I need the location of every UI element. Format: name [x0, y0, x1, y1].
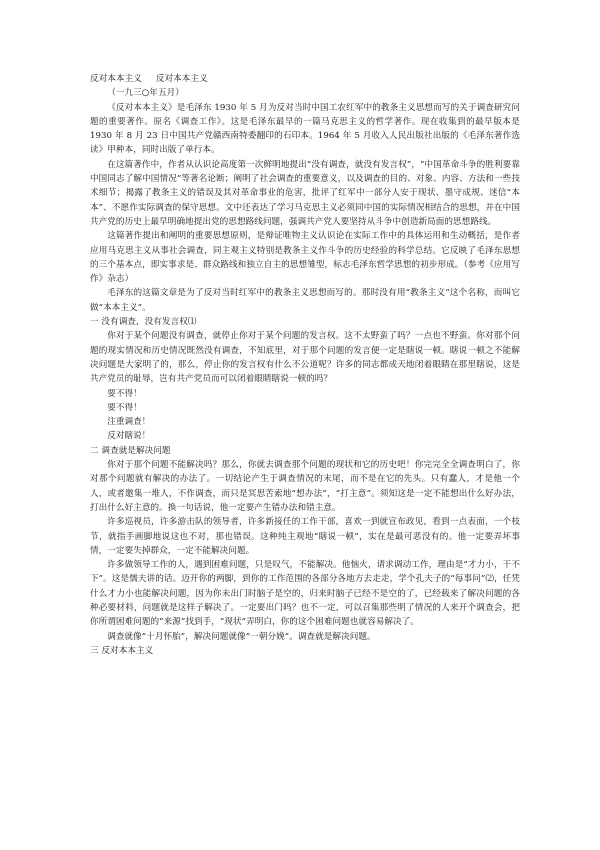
shout-2: 要不得！ [107, 402, 142, 413]
intro-paragraph-4: 毛泽东的这篇文章是为了反对当时红军中的教条主义思想而写的。那时没有用“教条主义”这个名称，而叫它做“本本主义”。 [90, 288, 520, 313]
section-2-paragraph-2: 许多巡视员，许多游击队的领导者，许多新接任的工作干部，喜欢一到就宣布政见，看到一点表面，一个枝节，就指手画脚地说这也不对，那也错误。这种纯主观地“瞎说一顿”，实在是最可恶没有的。他一定要弄坏事情，一定要失掉群众，一定不能解决问题。 [90, 517, 520, 556]
title-left: 反对本本主义 [90, 74, 142, 84]
shout-1: 要不得！ [107, 388, 142, 399]
document-title [90, 72, 520, 86]
intro-paragraph-3: 这篇著作提出和阐明的重要思想原则，是辩证唯物主义认识论在实际工作中的具体运用和生动概括，是作者应用马克思主义从事社会调查，同主观主义特别是教条主义作斗争的历史经验的科学总结。它反映了毛泽东思想的三个基本点，即实事求是、群众路线和独立自主的思想雏型，标志毛泽东哲学思想的初步形成。（参考《应用写作》杂志） [90, 231, 520, 285]
intro-paragraph-1: 《反对本本主义》是毛泽东 1930 年 5 月为反对当时中国工农红军中的教条主义思想而写的关于调查研究问题的重要著作。原名《调查工作》。这是毛泽东最早的一篇马克思主义的哲学著作。现在收集到的最早版本是 1930 年 8 月 23 日中国共产党赣西南特委翻印的石印本。1964 年 5 月收入人民出版社出版的《毛泽东著作选读》甲种本，同时出版了单行本。 [90, 102, 520, 156]
intro-paragraph-2: 在这篇著作中，作者从认识论高度第一次鲜明地提出“没有调查，就没有发言权”，“中国革命斗争的胜利要靠中国同志了解中国情况”等著名论断；阐明了社会调查的重要意义，以及调查的目的、对象、内容、方法和一些技术细节；揭露了教条主义的错误及其对革命事业的危害，批评了红军中一部分人安于现状、墨守成规、迷信“本本”、不愿作实际调查的保守思想。文中还表达了学习马克思主义必须同中国的实际情况相结合的思想，并在中国共产党的历史上最早明确地提出党的思想路线问题，强调共产党人要坚持从斗争中创造新局面的思想路线。 [90, 159, 520, 227]
section-3-heading: 三 反对本本主义 [90, 645, 154, 656]
shout-4: 反对瞎说！ [107, 431, 151, 442]
document-date: （一九三○年五月） [107, 88, 184, 99]
section-2-paragraph-1: 你对于那个问题不能解决吗？那么，你就去调查那个问题的现状和它的历史吧！你完完全全调查明白了，你对那个问题就有解决的办法了。一切结论产生于调查情况的末尾，而不是在它的先头。只有蠢人，才是他一个人，或者邀集一堆人，不作调查，而只是冥思苦索地“想办法”，“打主意”。须知这是一定不能想出什么好办法，打出什么好主意的。换一句话说，他一定要产生错办法和错主意。 [90, 460, 520, 513]
title-right: 反对本本主义 [155, 74, 208, 84]
section-2-heading: 二 调查就是解决问题 [90, 445, 171, 456]
shout-3: 注重调查！ [107, 417, 151, 428]
document-page [90, 72, 520, 658]
section-2-paragraph-3: 许多做领导工作的人，遇到困难问题，只是叹气，不能解决。他恼火，请求调动工作，理由是“才力小，干不下”。这是懦夫讲的话。迈开你的两脚，到你的工作范围的各部分各地方去走走，学个孔夫子的“每事问”⑵，任凭什么才力小也能解决问题，因为你未出门时脑子是空的，归来时脑子已经不是空的了，已经载来了解决问题的各种必要材料，问题就是这样子解决了。一定要出门吗？也不一定，可以召集那些明了情况的人来开个调查会，把你所谓困难问题的“来源”找到手，“现状”弄明白，你的这个困难问题也就容易解决了。 [90, 560, 520, 628]
section-1-heading: 一 没有调查，没有发言权⑴ [90, 317, 197, 328]
section-1-body: 你对于某个问题没有调查，就停止你对于某个问题的发言权。这不太野蛮了吗？一点也不野蛮。你对那个问题的现实情况和历史情况既然没有调查，不知底里，对于那个问题的发言便一定是瞎说一顿。瞎说一顿之不能解决问题是大家明了的，那么，停止你的发言权有什么不公道呢？许多的同志都成天地闭着眼睛在那里瞎说，这是共产党员的耻辱，岂有共产党员而可以闭着眼睛瞎说一顿的吗？ [90, 331, 520, 385]
section-2-paragraph-4: 调查就像“十月怀胎”，解决问题就像“一朝分娩”。调查就是解决问题。 [107, 631, 376, 642]
